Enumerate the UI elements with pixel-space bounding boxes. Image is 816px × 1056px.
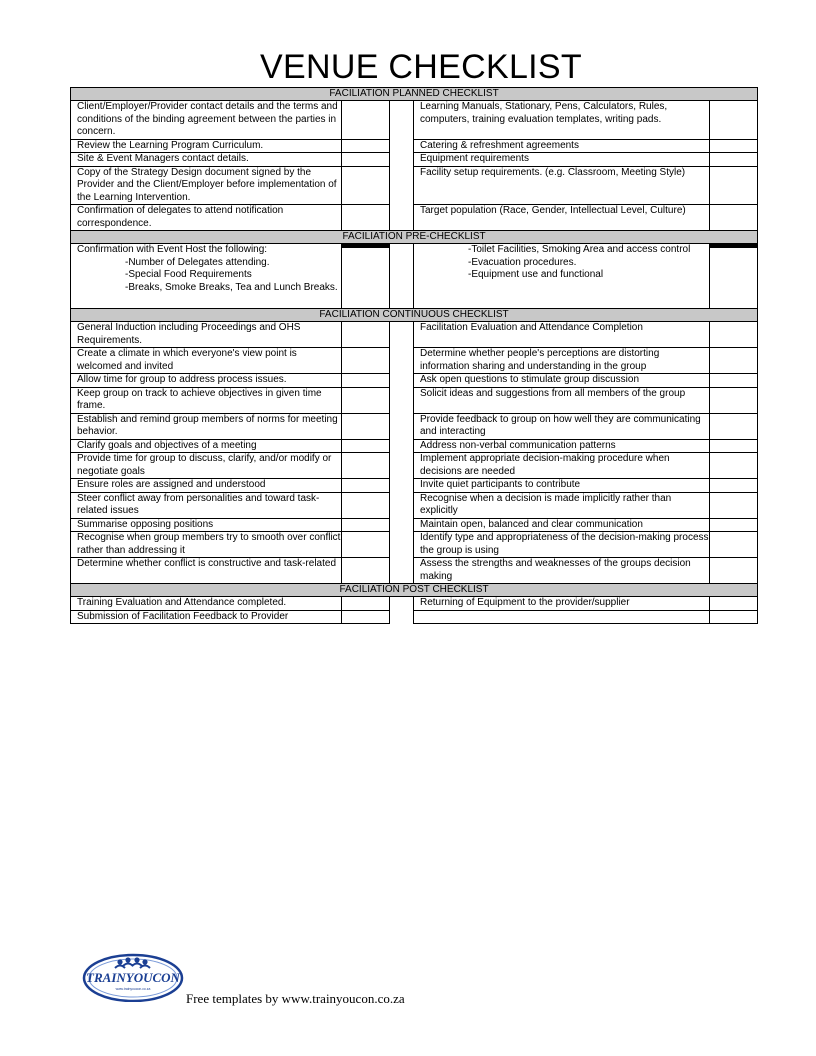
right-check-box[interactable] bbox=[710, 518, 758, 532]
table-row bbox=[71, 139, 758, 153]
table-row bbox=[71, 453, 758, 479]
column-gap bbox=[390, 453, 414, 479]
right-item: Maintain open, balanced and clear communication bbox=[414, 518, 710, 532]
column-gap bbox=[390, 413, 414, 439]
left-item: Establish and remind group members of norms for meeting behavior. bbox=[71, 413, 342, 439]
right-check-box[interactable] bbox=[710, 153, 758, 167]
left-check-box[interactable] bbox=[342, 387, 390, 413]
right-item bbox=[414, 610, 710, 624]
table-row bbox=[71, 518, 758, 532]
right-item bbox=[414, 244, 710, 309]
right-item: Provide feedback to group on how well they are communicating and interacting bbox=[414, 413, 710, 439]
left-check-box[interactable] bbox=[342, 597, 390, 611]
right-check-box[interactable] bbox=[710, 166, 758, 205]
right-item: Determine whether people's perceptions are distorting information sharing and understanding in the group bbox=[414, 348, 710, 374]
right-item: Learning Manuals, Stationary, Pens, Calculators, Rules, computers, training evaluation templates, writing pads. bbox=[414, 101, 710, 140]
table-row bbox=[71, 413, 758, 439]
column-gap bbox=[390, 244, 414, 309]
table-row bbox=[71, 387, 758, 413]
table-row bbox=[71, 597, 758, 611]
pre-left-subitem: -Number of Delegates attending. bbox=[125, 256, 270, 268]
left-item: Ensure roles are assigned and understood bbox=[71, 479, 342, 493]
left-item: Allow time for group to address process issues. bbox=[71, 374, 342, 388]
column-gap bbox=[390, 101, 414, 140]
column-gap bbox=[390, 166, 414, 205]
left-item bbox=[71, 244, 342, 309]
right-item: Assess the strengths and weaknesses of the groups decision making bbox=[414, 558, 710, 584]
right-check-box[interactable] bbox=[710, 413, 758, 439]
pre-right-subitem: -Toilet Facilities, Smoking Area and access control bbox=[468, 244, 691, 255]
left-check-box[interactable] bbox=[342, 322, 390, 348]
section-header-row bbox=[71, 88, 758, 101]
section-header: FACILIATION PRE-CHECKLIST bbox=[71, 231, 758, 244]
right-check-box[interactable] bbox=[710, 479, 758, 493]
left-check-box[interactable] bbox=[342, 492, 390, 518]
column-gap bbox=[390, 558, 414, 584]
right-check-box[interactable] bbox=[710, 322, 758, 348]
right-item: Identify type and appropriateness of the decision-making process the group is using bbox=[414, 532, 710, 558]
left-item: Submission of Facilitation Feedback to Provider bbox=[71, 610, 342, 624]
column-gap bbox=[390, 532, 414, 558]
table-row bbox=[71, 205, 758, 231]
trainyoucon-logo bbox=[82, 952, 184, 1002]
check-box-group bbox=[342, 244, 390, 309]
pre-intro: Confirmation with Event Host the following: bbox=[77, 244, 268, 255]
right-item: Solicit ideas and suggestions from all members of the group bbox=[414, 387, 710, 413]
table-row bbox=[71, 166, 758, 205]
right-item: Target population (Race, Gender, Intellectual Level, Culture) bbox=[414, 205, 710, 231]
section-header-row bbox=[71, 584, 758, 597]
right-check-box[interactable] bbox=[710, 348, 758, 374]
pre-right-subitem: -Equipment use and functional bbox=[468, 269, 604, 280]
right-item: Recognise when a decision is made implicitly rather than explicitly bbox=[414, 492, 710, 518]
left-item: Site & Event Managers contact details. bbox=[71, 153, 342, 167]
right-check-box[interactable] bbox=[710, 610, 758, 624]
right-item: Facilitation Evaluation and Attendance Completion bbox=[414, 322, 710, 348]
left-item: Steer conflict away from personalities and toward task-related issues bbox=[71, 492, 342, 518]
column-gap bbox=[390, 205, 414, 231]
right-check-box[interactable] bbox=[710, 101, 758, 140]
right-item: Ask open questions to stimulate group discussion bbox=[414, 374, 710, 388]
left-item: Client/Employer/Provider contact details and the terms and conditions of the binding agreement between the parties in concern. bbox=[71, 101, 342, 140]
right-check-box[interactable] bbox=[710, 558, 758, 584]
table-row bbox=[71, 492, 758, 518]
table-row bbox=[71, 439, 758, 453]
column-gap bbox=[390, 322, 414, 348]
left-item: Create a climate in which everyone's view point is welcomed and invited bbox=[71, 348, 342, 374]
left-item: Recognise when group members try to smooth over conflict rather than addressing it bbox=[71, 532, 342, 558]
column-gap bbox=[390, 374, 414, 388]
column-gap bbox=[390, 597, 414, 611]
column-gap bbox=[390, 439, 414, 453]
right-check-box[interactable] bbox=[710, 453, 758, 479]
left-check-box[interactable] bbox=[342, 166, 390, 205]
left-check-box[interactable] bbox=[342, 153, 390, 167]
table-row bbox=[71, 374, 758, 388]
right-item: Address non-verbal communication patterns bbox=[414, 439, 710, 453]
left-check-box[interactable] bbox=[342, 453, 390, 479]
column-gap bbox=[390, 610, 414, 624]
svg-text:TRAINYOUCON: TRAINYOUCON bbox=[86, 970, 180, 985]
footer-text: Free templates by www.trainyoucon.co.za bbox=[186, 991, 405, 1006]
section-header: FACILIATION POST CHECKLIST bbox=[71, 584, 758, 597]
table-row bbox=[71, 348, 758, 374]
pre-right-subitem: -Evacuation procedures. bbox=[468, 256, 577, 268]
table-row bbox=[71, 322, 758, 348]
left-item: Keep group on track to achieve objectives in given time frame. bbox=[71, 387, 342, 413]
section-header: FACILIATION PLANNED CHECKLIST bbox=[71, 88, 758, 101]
column-gap bbox=[390, 518, 414, 532]
table-row bbox=[71, 610, 758, 624]
table-row bbox=[71, 153, 758, 167]
right-check-box[interactable] bbox=[710, 492, 758, 518]
left-check-box[interactable] bbox=[342, 205, 390, 231]
left-item: Clarify goals and objectives of a meeting bbox=[71, 439, 342, 453]
right-check-box[interactable] bbox=[710, 439, 758, 453]
left-check-box[interactable] bbox=[342, 610, 390, 624]
left-check-box[interactable] bbox=[342, 479, 390, 493]
right-check-box[interactable] bbox=[710, 532, 758, 558]
check-box[interactable] bbox=[710, 247, 757, 248]
right-item: Implement appropriate decision-making procedure when decisions are needed bbox=[414, 453, 710, 479]
right-item: Catering & refreshment agreements bbox=[414, 139, 710, 153]
left-item: General Induction including Proceedings and OHS Requirements. bbox=[71, 322, 342, 348]
left-check-box[interactable] bbox=[342, 558, 390, 584]
left-check-box[interactable] bbox=[342, 348, 390, 374]
check-box-group bbox=[710, 244, 758, 309]
right-check-box[interactable] bbox=[710, 205, 758, 231]
left-item: Review the Learning Program Curriculum. bbox=[71, 139, 342, 153]
right-check-box[interactable] bbox=[710, 597, 758, 611]
right-item: Equipment requirements bbox=[414, 153, 710, 167]
table-row bbox=[71, 479, 758, 493]
table-row bbox=[71, 101, 758, 140]
table-row bbox=[71, 558, 758, 584]
left-check-box[interactable] bbox=[342, 101, 390, 140]
venue-checklist-table bbox=[70, 87, 758, 624]
column-gap bbox=[390, 348, 414, 374]
check-box[interactable] bbox=[342, 247, 389, 248]
column-gap bbox=[390, 153, 414, 167]
column-gap bbox=[390, 479, 414, 493]
pre-left-subitem: -Breaks, Smoke Breaks, Tea and Lunch Breaks. bbox=[125, 281, 338, 293]
section-header-row bbox=[71, 231, 758, 244]
right-item: Returning of Equipment to the provider/supplier bbox=[414, 597, 710, 611]
right-check-box[interactable] bbox=[710, 374, 758, 388]
left-check-box[interactable] bbox=[342, 532, 390, 558]
footer bbox=[82, 950, 482, 1010]
right-check-box[interactable] bbox=[710, 387, 758, 413]
table-row bbox=[71, 244, 758, 309]
left-check-box[interactable] bbox=[342, 518, 390, 532]
left-check-box[interactable] bbox=[342, 413, 390, 439]
left-item: Summarise opposing positions bbox=[71, 518, 342, 532]
column-gap bbox=[390, 139, 414, 153]
right-item: Facility setup requirements. (e.g. Classroom, Meeting Style) bbox=[414, 166, 710, 205]
left-item: Copy of the Strategy Design document signed by the Provider and the Client/Employer before implementation of the Learning Intervention. bbox=[71, 166, 342, 205]
section-header: FACILIATION CONTINUOUS CHECKLIST bbox=[71, 309, 758, 322]
page-title: VENUE CHECKLIST bbox=[260, 48, 582, 86]
left-item: Confirmation of delegates to attend notification correspondence. bbox=[71, 205, 342, 231]
left-item: Determine whether conflict is constructive and task-related bbox=[71, 558, 342, 584]
section-header-row bbox=[71, 309, 758, 322]
column-gap bbox=[390, 387, 414, 413]
right-check-box[interactable] bbox=[710, 139, 758, 153]
left-check-box[interactable] bbox=[342, 139, 390, 153]
left-check-box[interactable] bbox=[342, 439, 390, 453]
svg-text:www.trainyoucon.co.za: www.trainyoucon.co.za bbox=[115, 987, 151, 991]
column-gap bbox=[390, 492, 414, 518]
left-item: Provide time for group to discuss, clarify, and/or modify or negotiate goals bbox=[71, 453, 342, 479]
pre-left-subitem: -Special Food Requirements bbox=[125, 269, 252, 280]
left-item: Training Evaluation and Attendance completed. bbox=[71, 597, 342, 611]
left-check-box[interactable] bbox=[342, 374, 390, 388]
table-row bbox=[71, 532, 758, 558]
right-item: Invite quiet participants to contribute bbox=[414, 479, 710, 493]
